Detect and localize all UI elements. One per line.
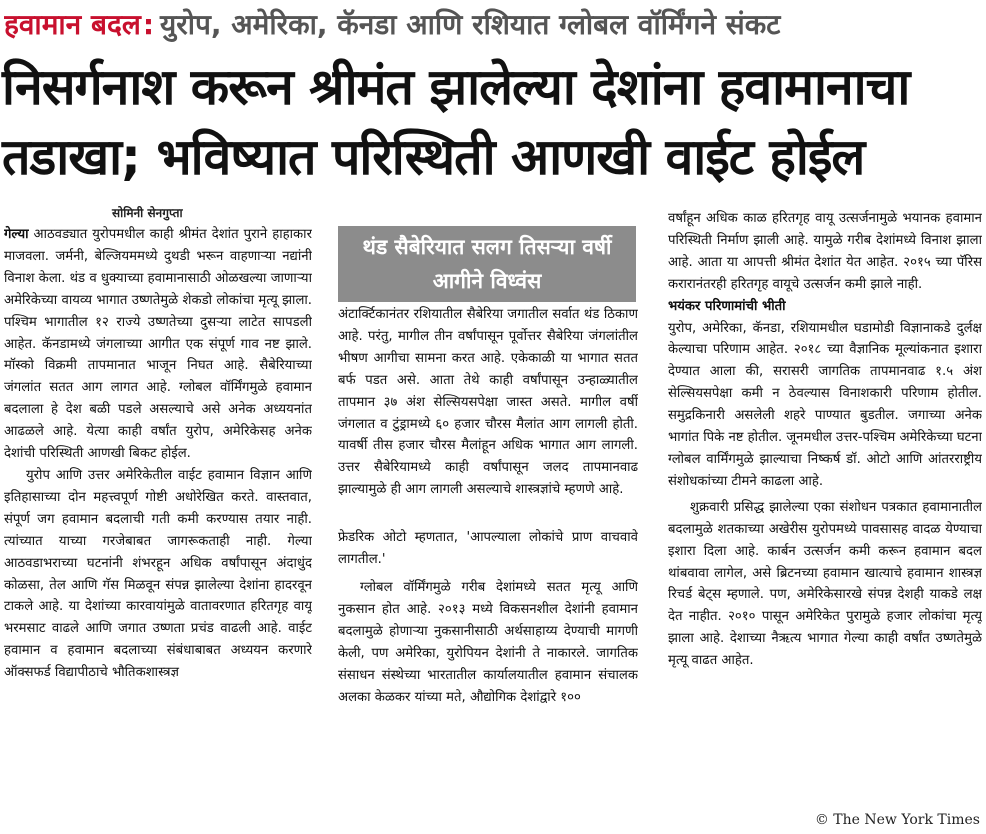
column-3 bbox=[668, 208, 982, 814]
sidebar-box-title: थंड सैबेरियात सलग तिसऱ्या वर्षी आगीने विध्वंस bbox=[338, 226, 636, 302]
column-1-para-1-text: आठवड्यात युरोपमधील काही श्रीमंत देशांत पुराने हाहाकार माजवला. जर्मनी, बेल्जियममध्ये दुथडी भरून वाहणाऱ्या नद्यांनी विनाश केला. थंड व धुक्याच्या हवामानासाठी ओळखल्या जाणाऱ्या अमेरिकेच्या वायव्य भागात उष्णतेमुळे शेकडो लोकांचा मृत्यू झाला. पश्चिम भागातील १२ राज्ये उष्णतेच्या दुसऱ्या लाटेत सापडली आहेत. कॅनडामध्ये जंगलाच्या आगीत एक संपूर्ण गाव नष्ट झाले. मॉस्को विक्रमी तापमानात भाजून निघत आहे. सैबेरियाच्या जंगलांत सतत आग लागत आहे. ग्लोबल वॉर्मिंगमुळे हवामान बदलाला हे देश बळी पडले असल्याचे असे अनेक अध्ययनांत आढळले आहे. येत्या काही वर्षांत युरोप, अमेरिकेसह अनेक देशांची परिस्थिती आणखी बिकट होईल. bbox=[4, 227, 312, 462]
byline: सोमिनी सेनगुप्ता bbox=[112, 206, 183, 220]
column-1 bbox=[4, 224, 312, 834]
column-3-para-3: शुक्रवारी प्रसिद्ध झालेल्या एका संशोधन पत्रकात हवामानातील बदलामुळे शतकाच्या अखेरीस युरोपमध्ये पावसासह वादळ येण्याचा इशारा दिला आहे. कार्बन उत्सर्जन कमी करून हवामान बदल थांबवावा लागेल, असे ब्रिटनच्या हवामान खात्याचे हवामान शास्त्रज्ञ रिचर्ड बेट्स म्हणाले. पण, अमेरिकेसारखे संपन्न देशही याकडे लक्ष देत नाहीत. २०१० पासून अमेरिकेत पुरामुळे हजार लोकांचा मृत्यू झाला आहे. देशाच्या नैऋत्य भागात गेल्या काही वर्षांत उष्णतेमुळे मृत्यू वाढत आहेत. bbox=[668, 499, 982, 669]
column-2-para-2: फ्रेडरिक ओटो म्हणतात, 'आपल्याला लोकांचे प्राण वाचवावे लागतील.' bbox=[338, 530, 638, 568]
column-2 bbox=[338, 304, 638, 834]
headline bbox=[2, 52, 984, 192]
kicker-text: युरोप, अमेरिका, कॅनडा आणि रशियात ग्लोबल वॉर्मिंगने संकट bbox=[160, 8, 781, 41]
lead-word: गेल्या bbox=[4, 227, 29, 242]
column-3-para-1: वर्षांहून अधिक काळ हरितगृह वायू उत्सर्जनामुळे भयानक हवामान परिस्थिती निर्माण झाली आहे. यामुळे गरीब देशांमध्ये विनाश झाला आहे. आता या आपत्ती श्रीमंत देशांत येत आहेत. २०१५ च्या पॅरिस करारानंतरही हरितगृह वायूचे उत्सर्जन कमी झाले नाही. bbox=[668, 211, 982, 292]
column-1-para-1 bbox=[4, 224, 312, 465]
kicker-tag: हवामान बदल bbox=[4, 8, 141, 41]
kicker-colon: : bbox=[142, 8, 155, 41]
column-2-para-1: अंटार्क्टिकानंतर रशियातील सैबेरिया जगातील सर्वात थंड ठिकाण आहे. परंतु, मागील तीन वर्षांपासून पूर्वोत्तर सैबेरिया जंगलांतील भीषण आगीचा सामना करत आहे. एकेकाळी या भागात सतत बर्फ पडत असे. आता तेथे काही वर्षांपासून उन्हाळ्यातील तापमान ३७ अंश सेल्सियसपेक्षा जास्त असते. मागील वर्षी जंगलात व टुंड्रामध्ये ६० हजार चौरस मैलांत आग लागली होती. यावर्षी तीस हजार चौरस मैलांहून अधिक भागात आग लागली. उत्तर सैबेरियामध्ये काही वर्षांपासून जलद तापमानवाढ झाल्यामुळे ही आग लागली असल्याचे शास्त्रज्ञांचे म्हणणे आहे. bbox=[338, 307, 638, 498]
headline-line-2: तडाखा; भविष्यात परिस्थिती आणखी वाईट होईल bbox=[2, 128, 865, 186]
column-1-para-2: युरोप आणि उत्तर अमेरिकेतील वाईट हवामान विज्ञान आणि इतिहासाच्या दोन महत्त्वपूर्ण गोष्टी अधोरेखित करते. वास्तवात, संपूर्ण जग हवामान बदलाची गती कमी करण्यास तयार नाही. त्यांच्यात याच्या गरजेबाबत जागरूकताही नाही. गेल्या आठवडाभराच्या घटनांनी शंभरहून अधिक वर्षांपासून अंदाधुंद कोळसा, तेल आणि गॅस मिळवून संपन्न झालेल्या देशांना हादरवून टाकले आहे. या देशांच्या कारवायांमुळे वातावरणात हरितगृह वायू भरमसाट वाढले आणि जगात उष्णता प्रचंड वाढली आहे. वाईट हवामान व हवामान बदलाच्या संबंधाबाबत अध्ययन करणारे ऑक्सफर्ड विद्यापीठाचे भौतिकशास्त्रज्ञ bbox=[4, 467, 312, 681]
column-3-subhead: भयंकर परिणामांची भीती bbox=[668, 298, 786, 314]
photo-credit: © The New York Times bbox=[814, 812, 980, 828]
kicker bbox=[4, 4, 984, 46]
column-2-para-3: ग्लोबल वॉर्मिंगमुळे गरीब देशांमध्ये सतत मृत्यू आणि नुकसान होत आहे. २०१३ मध्ये विकसनशील देशांनी हवामान बदलामुळे होणाऱ्या नुकसानीसाठी अर्थसाहाय्य देण्याची मागणी केली, पण अमेरिका, युरोपियन देशांनी ते नाकारले. जागतिक संसाधन संस्थेच्या भारतातील कार्यालयातील हवामान संचालक अलका केळकर यांच्या मते, औद्योगिक देशांद्वारे १०० bbox=[338, 579, 638, 705]
headline-line-1: निसर्गनाश करून श्रीमंत झालेल्या देशांना हवामानाचा bbox=[2, 58, 910, 116]
column-3-para-2: युरोप, अमेरिका, कॅनडा, रशियामधील घडामोडी विज्ञानाकडे दुर्लक्ष केल्याचा परिणाम आहेत. २०१८ च्या वैज्ञानिक मूल्यांकनात इशारा देण्यात आला की, सरासरी जागतिक तापमानवाढ १.५ अंश सेल्सियसपेक्षा कमी न ठेवल्यास विनाशकारी परिणाम होतील. समुद्रकिनारी असलेली शहरे पाण्यात बुडतील. जगाच्या अनेक भागांत पिके नष्ट होतील. जूनमधील उत्तर-पश्चिम अमेरिकेच्या घटना ग्लोबल वार्मिंगमुळे झाल्याचा निष्कर्ष डॉ. ओटो आणि आंतरराष्ट्रीय संशोधकांच्या टीमने काढला आहे. bbox=[668, 320, 982, 489]
